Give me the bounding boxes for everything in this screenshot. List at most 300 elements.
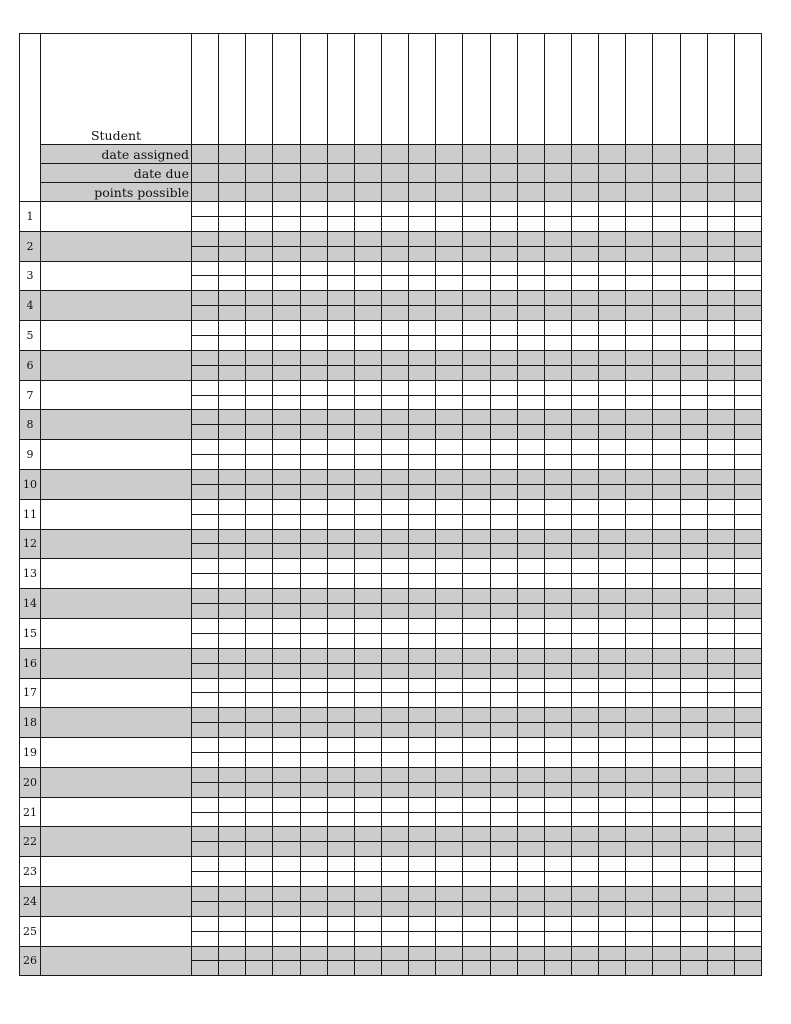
score-cell[interactable]: [246, 633, 273, 648]
score-cell[interactable]: [354, 916, 381, 931]
score-cell[interactable]: [436, 514, 463, 529]
score-cell[interactable]: [463, 589, 490, 604]
score-cell[interactable]: [571, 306, 598, 321]
score-cell[interactable]: [517, 648, 544, 663]
score-cell[interactable]: [680, 961, 707, 976]
score-cell[interactable]: [571, 648, 598, 663]
score-cell[interactable]: [571, 604, 598, 619]
score-cell[interactable]: [436, 663, 463, 678]
score-cell[interactable]: [463, 529, 490, 544]
score-cell[interactable]: [463, 440, 490, 455]
score-cell[interactable]: [517, 752, 544, 767]
score-cell[interactable]: [626, 946, 653, 961]
score-cell[interactable]: [381, 559, 408, 574]
score-cell[interactable]: [626, 336, 653, 351]
score-cell[interactable]: [571, 931, 598, 946]
score-cell[interactable]: [707, 916, 734, 931]
score-cell[interactable]: [544, 723, 571, 738]
score-cell[interactable]: [354, 455, 381, 470]
score-cell[interactable]: [544, 961, 571, 976]
score-cell[interactable]: [653, 395, 680, 410]
score-cell[interactable]: [571, 231, 598, 246]
score-cell[interactable]: [246, 782, 273, 797]
score-cell[interactable]: [707, 470, 734, 485]
score-cell[interactable]: [653, 961, 680, 976]
score-cell[interactable]: [707, 633, 734, 648]
score-cell[interactable]: [680, 827, 707, 842]
score-cell[interactable]: [273, 842, 300, 857]
score-cell[interactable]: [354, 306, 381, 321]
score-cell[interactable]: [626, 395, 653, 410]
score-cell[interactable]: [219, 886, 246, 901]
points-possible-cell[interactable]: [327, 183, 354, 202]
score-cell[interactable]: [599, 231, 626, 246]
score-cell[interactable]: [463, 291, 490, 306]
score-cell[interactable]: [680, 589, 707, 604]
score-cell[interactable]: [327, 336, 354, 351]
score-cell[interactable]: [327, 276, 354, 291]
score-cell[interactable]: [246, 648, 273, 663]
score-cell[interactable]: [192, 842, 219, 857]
score-cell[interactable]: [192, 306, 219, 321]
score-cell[interactable]: [246, 827, 273, 842]
score-cell[interactable]: [354, 246, 381, 261]
score-cell[interactable]: [246, 574, 273, 589]
score-cell[interactable]: [381, 499, 408, 514]
score-cell[interactable]: [327, 350, 354, 365]
score-cell[interactable]: [490, 857, 517, 872]
score-cell[interactable]: [246, 797, 273, 812]
points-possible-cell[interactable]: [653, 183, 680, 202]
score-cell[interactable]: [653, 723, 680, 738]
score-cell[interactable]: [517, 708, 544, 723]
score-cell[interactable]: [246, 961, 273, 976]
score-cell[interactable]: [327, 425, 354, 440]
score-cell[interactable]: [409, 291, 436, 306]
score-cell[interactable]: [381, 901, 408, 916]
score-cell[interactable]: [544, 648, 571, 663]
score-cell[interactable]: [273, 782, 300, 797]
score-cell[interactable]: [734, 276, 761, 291]
score-cell[interactable]: [707, 529, 734, 544]
score-cell[interactable]: [517, 738, 544, 753]
score-cell[interactable]: [490, 529, 517, 544]
score-cell[interactable]: [544, 812, 571, 827]
score-cell[interactable]: [490, 901, 517, 916]
score-cell[interactable]: [653, 886, 680, 901]
score-cell[interactable]: [653, 842, 680, 857]
score-cell[interactable]: [707, 886, 734, 901]
score-cell[interactable]: [246, 857, 273, 872]
score-cell[interactable]: [246, 306, 273, 321]
score-cell[interactable]: [354, 380, 381, 395]
score-cell[interactable]: [490, 663, 517, 678]
score-cell[interactable]: [599, 812, 626, 827]
score-cell[interactable]: [192, 321, 219, 336]
score-cell[interactable]: [327, 842, 354, 857]
score-cell[interactable]: [490, 276, 517, 291]
score-cell[interactable]: [409, 410, 436, 425]
score-cell[interactable]: [680, 395, 707, 410]
score-cell[interactable]: [381, 291, 408, 306]
score-cell[interactable]: [192, 604, 219, 619]
score-cell[interactable]: [490, 246, 517, 261]
score-cell[interactable]: [571, 216, 598, 231]
score-cell[interactable]: [544, 261, 571, 276]
score-cell[interactable]: [626, 202, 653, 217]
score-cell[interactable]: [463, 738, 490, 753]
score-cell[interactable]: [354, 425, 381, 440]
score-cell[interactable]: [707, 961, 734, 976]
score-cell[interactable]: [626, 782, 653, 797]
points-possible-cell[interactable]: [626, 183, 653, 202]
score-cell[interactable]: [490, 470, 517, 485]
score-cell[interactable]: [246, 678, 273, 693]
score-cell[interactable]: [273, 514, 300, 529]
date-due-cell[interactable]: [327, 164, 354, 183]
score-cell[interactable]: [463, 276, 490, 291]
score-cell[interactable]: [626, 797, 653, 812]
score-cell[interactable]: [707, 231, 734, 246]
score-cell[interactable]: [653, 648, 680, 663]
score-cell[interactable]: [246, 589, 273, 604]
score-cell[interactable]: [192, 961, 219, 976]
score-cell[interactable]: [381, 708, 408, 723]
score-cell[interactable]: [409, 529, 436, 544]
score-cell[interactable]: [490, 574, 517, 589]
score-cell[interactable]: [571, 782, 598, 797]
score-cell[interactable]: [653, 767, 680, 782]
score-cell[interactable]: [381, 529, 408, 544]
score-cell[interactable]: [517, 678, 544, 693]
score-cell[interactable]: [626, 827, 653, 842]
score-cell[interactable]: [626, 231, 653, 246]
date-due-cell[interactable]: [300, 164, 327, 183]
score-cell[interactable]: [327, 723, 354, 738]
score-cell[interactable]: [599, 425, 626, 440]
assignment-title-cell[interactable]: [734, 34, 761, 145]
score-cell[interactable]: [680, 216, 707, 231]
score-cell[interactable]: [273, 633, 300, 648]
score-cell[interactable]: [354, 470, 381, 485]
score-cell[interactable]: [300, 216, 327, 231]
score-cell[interactable]: [680, 470, 707, 485]
score-cell[interactable]: [517, 291, 544, 306]
score-cell[interactable]: [327, 916, 354, 931]
score-cell[interactable]: [192, 886, 219, 901]
points-possible-cell[interactable]: [680, 183, 707, 202]
score-cell[interactable]: [517, 931, 544, 946]
score-cell[interactable]: [273, 231, 300, 246]
score-cell[interactable]: [300, 782, 327, 797]
score-cell[interactable]: [463, 663, 490, 678]
score-cell[interactable]: [734, 886, 761, 901]
score-cell[interactable]: [192, 216, 219, 231]
score-cell[interactable]: [327, 261, 354, 276]
score-cell[interactable]: [436, 321, 463, 336]
points-possible-cell[interactable]: [544, 183, 571, 202]
score-cell[interactable]: [571, 336, 598, 351]
score-cell[interactable]: [463, 857, 490, 872]
score-cell[interactable]: [300, 514, 327, 529]
score-cell[interactable]: [327, 216, 354, 231]
score-cell[interactable]: [246, 946, 273, 961]
score-cell[interactable]: [571, 350, 598, 365]
score-cell[interactable]: [626, 723, 653, 738]
student-name-cell[interactable]: [41, 827, 192, 857]
points-possible-cell[interactable]: [354, 183, 381, 202]
score-cell[interactable]: [327, 663, 354, 678]
date-due-cell[interactable]: [626, 164, 653, 183]
score-cell[interactable]: [327, 499, 354, 514]
score-cell[interactable]: [734, 231, 761, 246]
score-cell[interactable]: [490, 648, 517, 663]
score-cell[interactable]: [354, 901, 381, 916]
score-cell[interactable]: [517, 961, 544, 976]
score-cell[interactable]: [463, 321, 490, 336]
score-cell[interactable]: [517, 872, 544, 887]
score-cell[interactable]: [300, 291, 327, 306]
score-cell[interactable]: [734, 395, 761, 410]
score-cell[interactable]: [327, 782, 354, 797]
score-cell[interactable]: [653, 916, 680, 931]
score-cell[interactable]: [192, 410, 219, 425]
score-cell[interactable]: [571, 514, 598, 529]
score-cell[interactable]: [463, 604, 490, 619]
score-cell[interactable]: [544, 842, 571, 857]
score-cell[interactable]: [653, 901, 680, 916]
score-cell[interactable]: [626, 544, 653, 559]
score-cell[interactable]: [599, 291, 626, 306]
score-cell[interactable]: [409, 231, 436, 246]
score-cell[interactable]: [219, 336, 246, 351]
score-cell[interactable]: [544, 470, 571, 485]
score-cell[interactable]: [544, 306, 571, 321]
score-cell[interactable]: [246, 440, 273, 455]
score-cell[interactable]: [192, 514, 219, 529]
score-cell[interactable]: [192, 901, 219, 916]
score-cell[interactable]: [571, 544, 598, 559]
score-cell[interactable]: [273, 425, 300, 440]
score-cell[interactable]: [300, 961, 327, 976]
score-cell[interactable]: [354, 708, 381, 723]
score-cell[interactable]: [381, 872, 408, 887]
score-cell[interactable]: [192, 261, 219, 276]
score-cell[interactable]: [599, 216, 626, 231]
score-cell[interactable]: [192, 246, 219, 261]
score-cell[interactable]: [273, 499, 300, 514]
score-cell[interactable]: [300, 693, 327, 708]
score-cell[interactable]: [680, 231, 707, 246]
score-cell[interactable]: [490, 961, 517, 976]
score-cell[interactable]: [571, 574, 598, 589]
score-cell[interactable]: [544, 663, 571, 678]
score-cell[interactable]: [354, 574, 381, 589]
score-cell[interactable]: [409, 499, 436, 514]
score-cell[interactable]: [653, 365, 680, 380]
score-cell[interactable]: [599, 648, 626, 663]
score-cell[interactable]: [327, 618, 354, 633]
score-cell[interactable]: [436, 886, 463, 901]
score-cell[interactable]: [680, 886, 707, 901]
score-cell[interactable]: [381, 514, 408, 529]
score-cell[interactable]: [707, 246, 734, 261]
score-cell[interactable]: [219, 202, 246, 217]
score-cell[interactable]: [599, 529, 626, 544]
score-cell[interactable]: [300, 380, 327, 395]
score-cell[interactable]: [463, 752, 490, 767]
score-cell[interactable]: [300, 559, 327, 574]
score-cell[interactable]: [192, 857, 219, 872]
score-cell[interactable]: [707, 499, 734, 514]
score-cell[interactable]: [707, 812, 734, 827]
score-cell[interactable]: [300, 410, 327, 425]
score-cell[interactable]: [354, 589, 381, 604]
score-cell[interactable]: [490, 752, 517, 767]
score-cell[interactable]: [327, 231, 354, 246]
score-cell[interactable]: [653, 618, 680, 633]
score-cell[interactable]: [409, 723, 436, 738]
score-cell[interactable]: [707, 514, 734, 529]
score-cell[interactable]: [517, 216, 544, 231]
score-cell[interactable]: [680, 455, 707, 470]
student-name-cell[interactable]: [41, 499, 192, 529]
score-cell[interactable]: [680, 321, 707, 336]
score-cell[interactable]: [354, 336, 381, 351]
score-cell[interactable]: [219, 589, 246, 604]
score-cell[interactable]: [246, 395, 273, 410]
score-cell[interactable]: [246, 365, 273, 380]
score-cell[interactable]: [327, 961, 354, 976]
score-cell[interactable]: [517, 559, 544, 574]
score-cell[interactable]: [517, 604, 544, 619]
score-cell[interactable]: [327, 470, 354, 485]
score-cell[interactable]: [436, 574, 463, 589]
score-cell[interactable]: [273, 604, 300, 619]
score-cell[interactable]: [571, 380, 598, 395]
score-cell[interactable]: [409, 767, 436, 782]
score-cell[interactable]: [544, 216, 571, 231]
score-cell[interactable]: [707, 678, 734, 693]
score-cell[interactable]: [653, 544, 680, 559]
score-cell[interactable]: [409, 276, 436, 291]
score-cell[interactable]: [273, 574, 300, 589]
score-cell[interactable]: [246, 350, 273, 365]
score-cell[interactable]: [490, 931, 517, 946]
score-cell[interactable]: [436, 261, 463, 276]
score-cell[interactable]: [653, 470, 680, 485]
score-cell[interactable]: [490, 633, 517, 648]
assignment-title-cell[interactable]: [192, 34, 219, 145]
score-cell[interactable]: [246, 276, 273, 291]
score-cell[interactable]: [300, 470, 327, 485]
score-cell[interactable]: [219, 216, 246, 231]
score-cell[interactable]: [463, 514, 490, 529]
score-cell[interactable]: [300, 842, 327, 857]
score-cell[interactable]: [327, 574, 354, 589]
score-cell[interactable]: [463, 202, 490, 217]
score-cell[interactable]: [599, 350, 626, 365]
score-cell[interactable]: [192, 425, 219, 440]
score-cell[interactable]: [463, 827, 490, 842]
assignment-title-cell[interactable]: [354, 34, 381, 145]
score-cell[interactable]: [381, 202, 408, 217]
score-cell[interactable]: [463, 618, 490, 633]
score-cell[interactable]: [436, 916, 463, 931]
score-cell[interactable]: [734, 514, 761, 529]
score-cell[interactable]: [626, 872, 653, 887]
score-cell[interactable]: [219, 931, 246, 946]
score-cell[interactable]: [463, 365, 490, 380]
score-cell[interactable]: [327, 946, 354, 961]
student-name-cell[interactable]: [41, 797, 192, 827]
score-cell[interactable]: [517, 693, 544, 708]
score-cell[interactable]: [409, 782, 436, 797]
score-cell[interactable]: [680, 276, 707, 291]
score-cell[interactable]: [273, 216, 300, 231]
date-assigned-cell[interactable]: [409, 145, 436, 164]
score-cell[interactable]: [517, 633, 544, 648]
score-cell[interactable]: [409, 216, 436, 231]
score-cell[interactable]: [354, 693, 381, 708]
score-cell[interactable]: [680, 261, 707, 276]
score-cell[interactable]: [300, 812, 327, 827]
score-cell[interactable]: [409, 812, 436, 827]
score-cell[interactable]: [517, 529, 544, 544]
date-assigned-cell[interactable]: [490, 145, 517, 164]
score-cell[interactable]: [544, 321, 571, 336]
score-cell[interactable]: [734, 455, 761, 470]
score-cell[interactable]: [544, 395, 571, 410]
score-cell[interactable]: [273, 410, 300, 425]
score-cell[interactable]: [680, 410, 707, 425]
score-cell[interactable]: [707, 544, 734, 559]
score-cell[interactable]: [680, 484, 707, 499]
score-cell[interactable]: [219, 663, 246, 678]
score-cell[interactable]: [273, 544, 300, 559]
score-cell[interactable]: [463, 931, 490, 946]
score-cell[interactable]: [517, 886, 544, 901]
score-cell[interactable]: [436, 202, 463, 217]
score-cell[interactable]: [300, 455, 327, 470]
score-cell[interactable]: [327, 693, 354, 708]
score-cell[interactable]: [707, 931, 734, 946]
assignment-title-cell[interactable]: [626, 34, 653, 145]
score-cell[interactable]: [192, 336, 219, 351]
assignment-title-cell[interactable]: [571, 34, 598, 145]
score-cell[interactable]: [734, 529, 761, 544]
score-cell[interactable]: [381, 455, 408, 470]
score-cell[interactable]: [544, 946, 571, 961]
score-cell[interactable]: [273, 723, 300, 738]
score-cell[interactable]: [409, 797, 436, 812]
student-name-cell[interactable]: [41, 708, 192, 738]
date-assigned-cell[interactable]: [544, 145, 571, 164]
score-cell[interactable]: [680, 916, 707, 931]
score-cell[interactable]: [409, 857, 436, 872]
score-cell[interactable]: [734, 946, 761, 961]
score-cell[interactable]: [409, 931, 436, 946]
score-cell[interactable]: [300, 901, 327, 916]
score-cell[interactable]: [192, 470, 219, 485]
score-cell[interactable]: [273, 484, 300, 499]
score-cell[interactable]: [653, 738, 680, 753]
date-assigned-cell[interactable]: [653, 145, 680, 164]
score-cell[interactable]: [273, 395, 300, 410]
score-cell[interactable]: [273, 916, 300, 931]
score-cell[interactable]: [409, 901, 436, 916]
date-due-cell[interactable]: [734, 164, 761, 183]
